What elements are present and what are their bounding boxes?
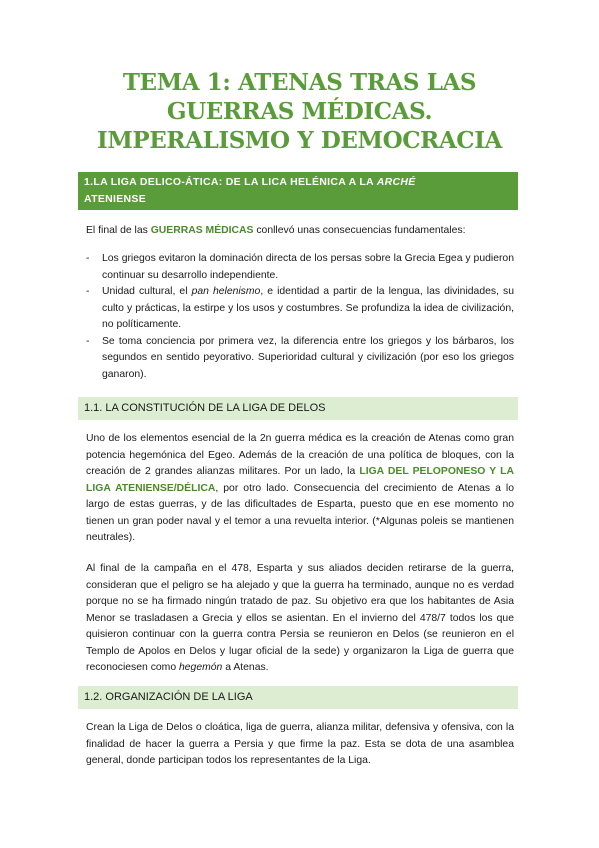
subsection-1-1-paragraph-1 — [86, 431, 514, 547]
section-heading-1-text: 1.LA LIGA DELICO-ÁTICA: DE LA LICA HELÉNICA A LA — [84, 176, 377, 188]
title-line-3: IMPERALISMO Y DEMOCRACIA — [96, 127, 503, 154]
document-title — [60, 68, 539, 155]
list-item — [86, 251, 514, 284]
subsection-1-2-paragraph-1: Crean la Liga de Delos o cloática, liga de guerra, alianza militar, defensiva y ofensiva, con la finalidad de hacer la guerra a Persia y que firme la paz. Esta se dota de una asamblea general, donde participan todos los representantes de la Liga. — [86, 722, 514, 766]
bullet-dash: - — [86, 253, 90, 264]
bullet-dash: - — [86, 286, 90, 297]
section-heading-1 — [78, 172, 518, 210]
paragraph-highlight: LIGA DEL PELOPONESO Y LA LIGA ATENIENSE/DÉLICA — [86, 466, 514, 494]
paragraph-text: Al final de la campaña en el 478, Esparta y sus aliados deciden retirarse de la guerra, consideran que el peligro se ha alejado y que la guerra ha terminado, aunque no es verdad porque no se ha firmado ningún tratado de paz. Su objetivo era que los habitantes de Asia Menor se trasladasen a Grecia y ellos se asientan. En el invierno del 478/7 todos los que quisieron continuar con la guerra contra Persia se reunieron en Delos (se reunieron en el Templo de Apolos en Delos y lugar oficial de la sede) y organizaron la Liga de guerra que reconociesen como — [86, 563, 514, 673]
paragraph-text-end: a Atenas. — [222, 662, 269, 673]
subsection-heading-1-1: 1.1. LA CONSTITUCIÓN DE LA LIGA DE DELOS — [78, 397, 518, 420]
paragraph-italic: hegemón — [179, 662, 223, 673]
subsection-1-1-paragraph-2 — [86, 561, 514, 677]
section-heading-1-text-2: ATENIENSE — [84, 193, 147, 205]
bullet-dash: - — [86, 335, 90, 347]
intro-text-end: conllevó unas consecuencias fundamentales: — [253, 225, 466, 236]
list-item-italic: pan helenismo — [191, 286, 261, 297]
list-item — [86, 284, 514, 334]
list-item-text: Unidad cultural, el — [102, 286, 192, 297]
title-line-2: GUERRAS MÉDICAS. — [166, 98, 433, 125]
list-item-text: Los griegos evitaron la dominación directa de los persas sobre la Grecia Egea y pudieron continuar su desarrollo independiente. — [102, 253, 514, 281]
intro-text: El final de las — [86, 225, 151, 236]
paragraph-text: Uno de los elementos esencial de la 2n guerra médica es la creación de Atenas como gran potencia hegemónica del Egeo. Además de la creación de una política de bloques, con la creación de 2 grandes alianzas militares. Por un lado, la — [86, 433, 514, 477]
title-line-1: TEMA 1: ATENAS TRAS LAS — [122, 69, 477, 96]
list-item — [86, 334, 514, 384]
section-heading-1-italic: ARCHÉ — [376, 176, 416, 188]
list-item-text: Se toma conciencia por primera vez, la diferencia entre los griegos y los bárbaros, los segundos en sentido peyorativo. Superioridad cultural y civilización (por eso los griegos ganaron). — [102, 335, 514, 380]
intro-highlight: GUERRAS MÉDICAS — [150, 225, 254, 236]
subsection-heading-1-2: 1.2. ORGANIZACIÓN DE LA LIGA — [78, 686, 518, 709]
section-1-intro — [86, 223, 514, 240]
consequences-list — [86, 251, 514, 383]
paragraph-text-end: , por otro lado. Consecuencia del crecimiento de Atenas a lo largo de estas guerras, y de las dificultades de Esparta, puesto que en ese momento no tienen un gran poder naval y el temor a una revuelta interior. (*Algunas poleis se mantienen neutrales). — [86, 482, 514, 543]
list-item-text-end: , e identidad a partir de la lengua, las divinidades, su culto y prácticas, la estirpe y los usos y costumbres. Se profundiza la idea de civilización, no políticamente. — [102, 286, 514, 330]
